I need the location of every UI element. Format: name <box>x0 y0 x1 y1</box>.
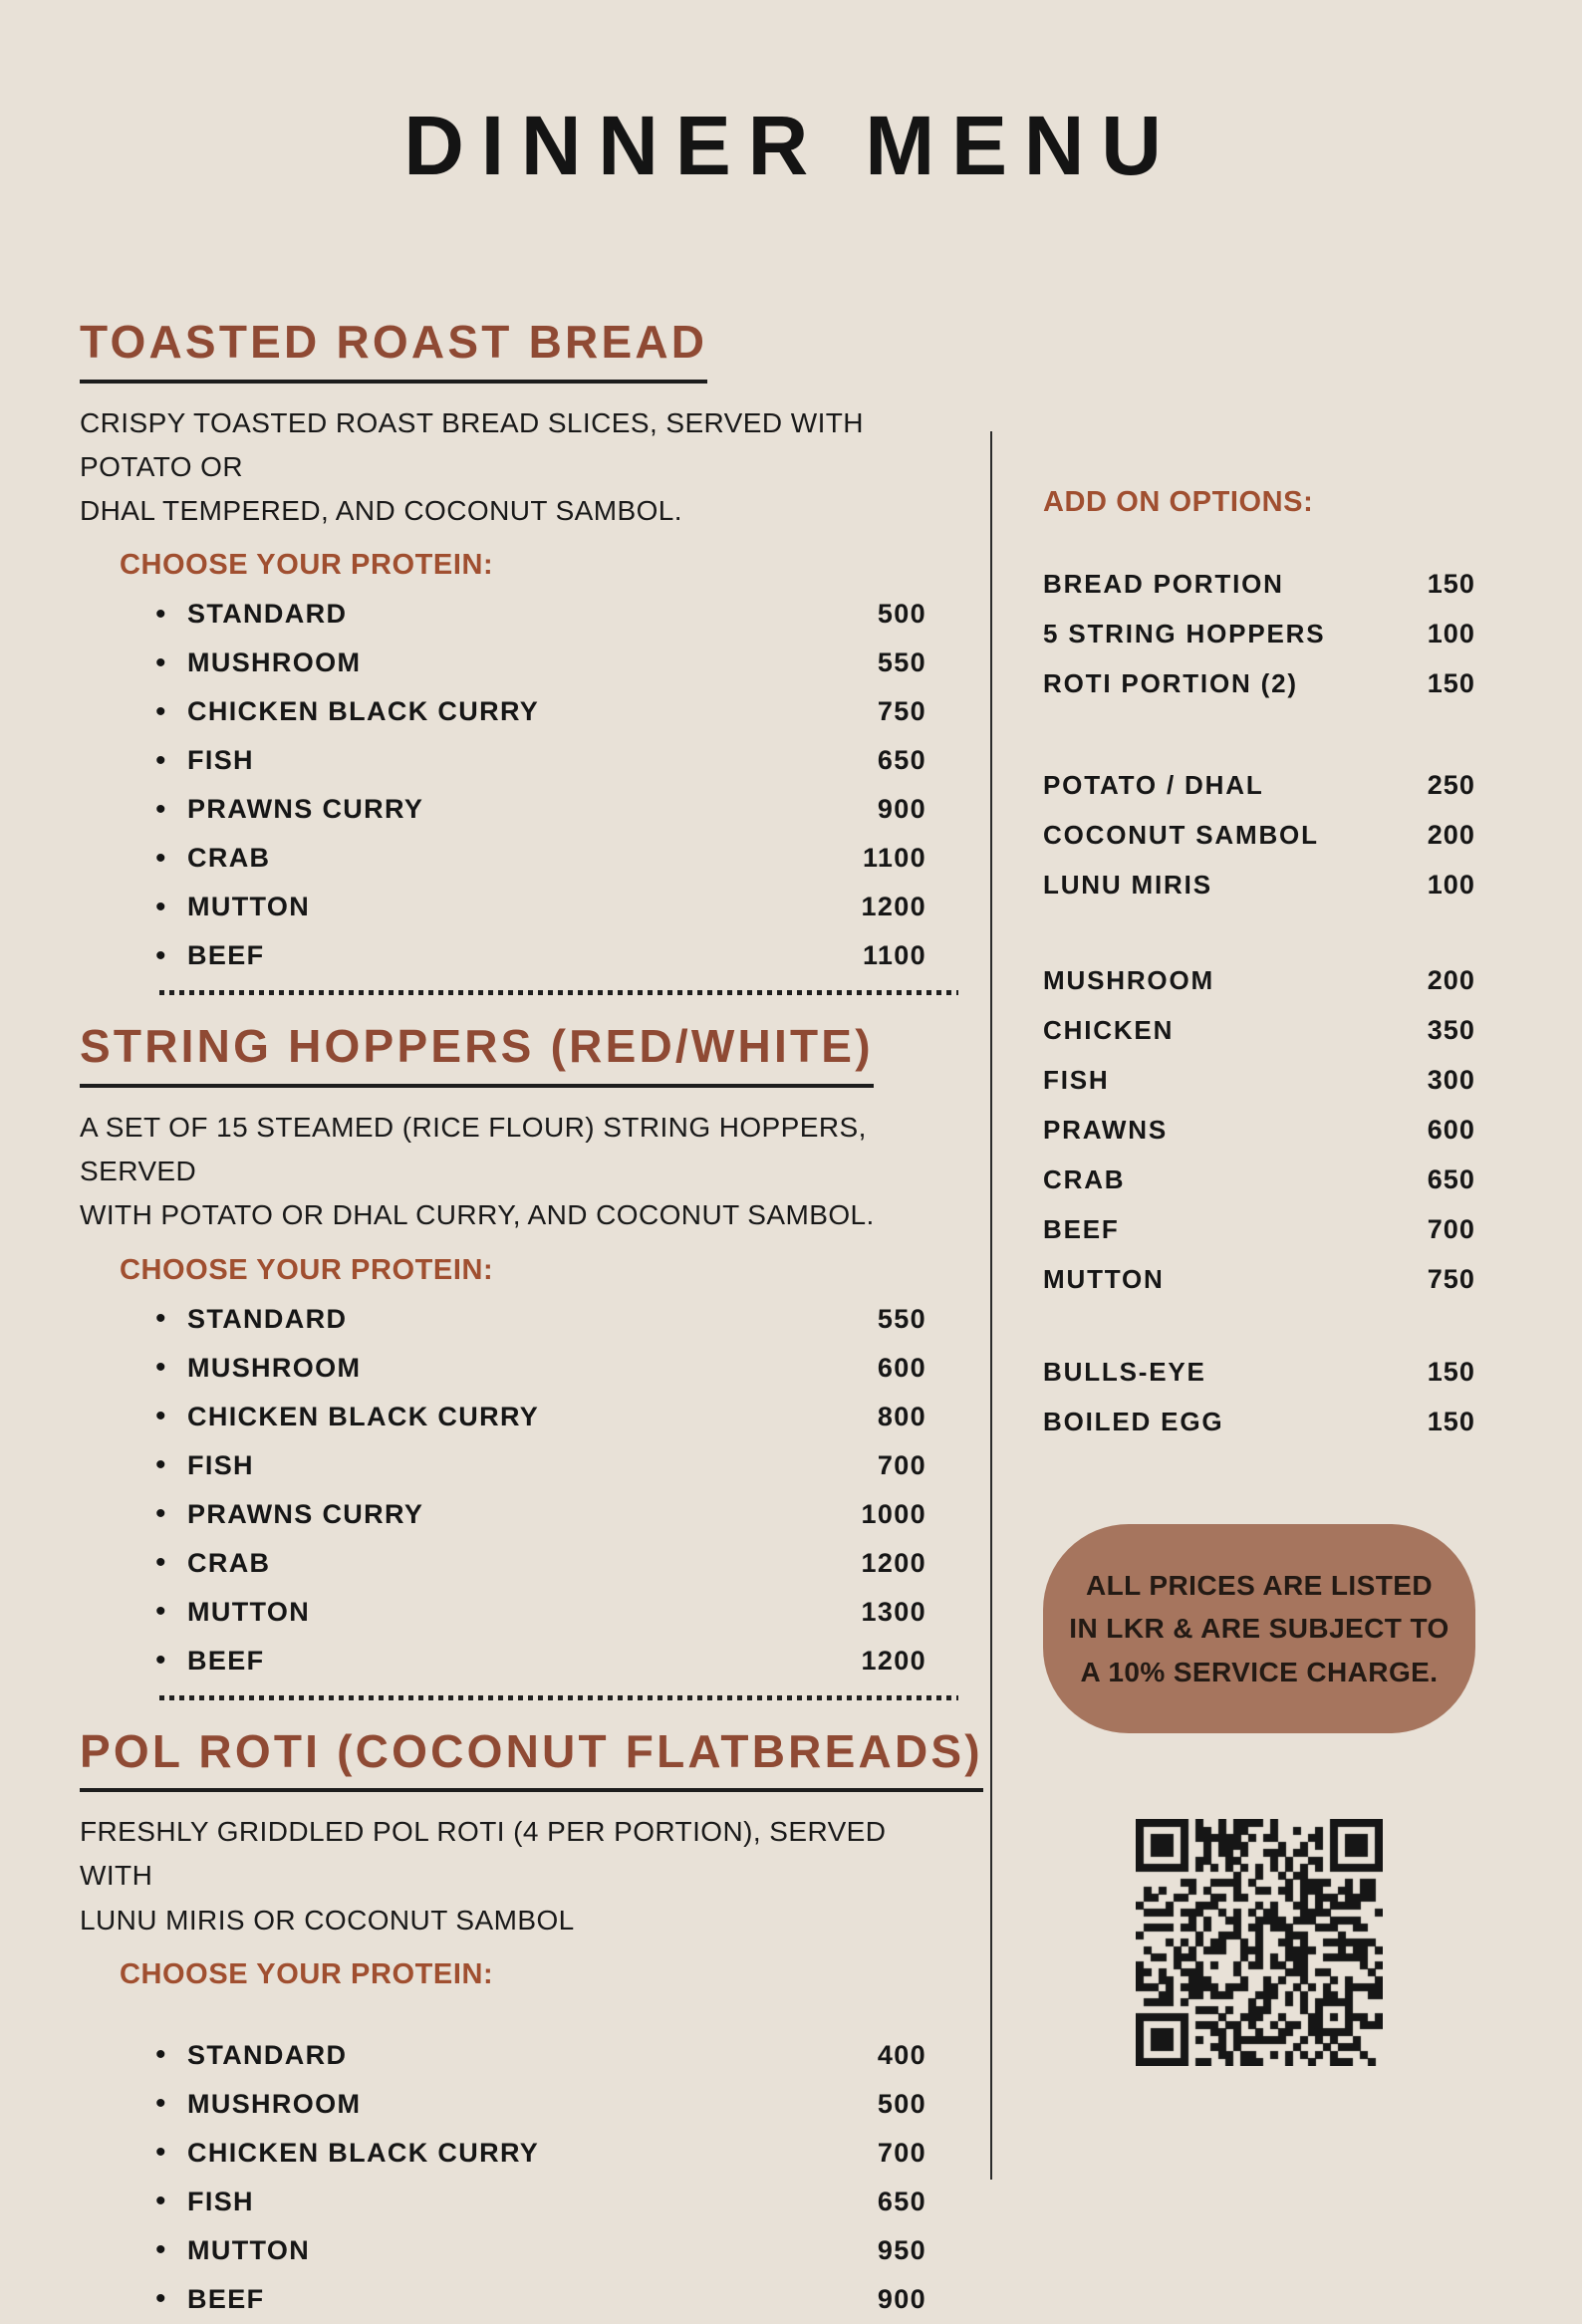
item-name: POTATO / DHAL <box>1043 769 1264 800</box>
addon-item-row <box>1043 1347 1475 1397</box>
item-price: 1100 <box>863 843 926 874</box>
description-line: CRISPY TOASTED ROAST BREAD SLICES, SERVED WITH POTATO OR <box>80 406 864 482</box>
item-price: 100 <box>1427 869 1475 900</box>
addon-item-row <box>1043 1055 1475 1105</box>
protein-list <box>80 1295 926 1685</box>
choose-protein-label: CHOOSE YOUR PROTEIN: <box>120 1253 494 1286</box>
bullet-icon: • <box>155 841 166 875</box>
section-toasted-roast-bread <box>80 317 926 995</box>
menu-item-row <box>80 2129 926 2178</box>
item-name: FISH <box>187 1449 254 1480</box>
addon-item-row <box>1043 955 1475 1005</box>
item-name: ROTI PORTION (2) <box>1043 667 1298 698</box>
addon-group-eggs <box>1043 1347 1475 1446</box>
item-price: 300 <box>1427 1064 1475 1095</box>
item-name: CHICKEN BLACK CURRY <box>187 2137 540 2168</box>
menu-item-row <box>80 1393 926 1441</box>
item-price: 750 <box>877 696 926 727</box>
bullet-icon: • <box>155 792 166 826</box>
item-price: 650 <box>877 745 926 776</box>
item-price: 200 <box>1427 819 1475 850</box>
item-name: LUNU MIRIS <box>1043 869 1212 900</box>
item-name: FISH <box>187 745 254 776</box>
description-line: A SET OF 15 STEAMED (RICE FLOUR) STRING HOPPERS, SERVED <box>80 1111 867 1187</box>
addon-item-row <box>1043 559 1475 609</box>
bullet-icon: • <box>155 1400 166 1433</box>
addon-item-row <box>1043 609 1475 658</box>
bullet-icon: • <box>155 1644 166 1678</box>
item-price: 900 <box>877 794 926 825</box>
item-name: MUTTON <box>1043 1263 1165 1294</box>
description-line: LUNU MIRIS OR COCONUT SAMBOL <box>80 1904 575 1936</box>
bullet-icon: • <box>155 597 166 631</box>
item-price: 250 <box>1427 769 1475 800</box>
addon-item-row <box>1043 1005 1475 1055</box>
item-price: 400 <box>877 2039 926 2070</box>
menu-item-row <box>80 883 926 931</box>
description-line: FRESHLY GRIDDLED POL ROTI (4 PER PORTION), SERVED WITH <box>80 1816 887 1892</box>
addon-item-row <box>1043 1155 1475 1204</box>
menu-item-row <box>80 2275 926 2324</box>
section-heading: TOASTED ROAST BREAD <box>80 317 707 384</box>
bullet-icon: • <box>155 1302 166 1336</box>
item-price: 900 <box>877 2283 926 2314</box>
item-price: 550 <box>877 1303 926 1334</box>
menu-item-row <box>80 1441 926 1490</box>
addon-item-row <box>1043 1397 1475 1446</box>
menu-item-row <box>80 1295 926 1344</box>
bullet-icon: • <box>155 2136 166 2170</box>
item-name: CHICKEN BLACK CURRY <box>187 1401 540 1431</box>
addon-item-row <box>1043 658 1475 708</box>
menu-item-row <box>80 1637 926 1685</box>
item-name: PRAWNS CURRY <box>187 794 424 825</box>
item-name: STANDARD <box>187 1303 348 1334</box>
item-name: STANDARD <box>187 599 348 630</box>
bullet-icon: • <box>155 2233 166 2267</box>
addon-item-row <box>1043 1254 1475 1304</box>
item-price: 1100 <box>863 940 926 971</box>
item-price: 1200 <box>861 1547 926 1578</box>
section-description <box>80 1106 926 1238</box>
item-name: MUTTON <box>187 1596 311 1627</box>
menu-item-row <box>80 931 926 980</box>
protein-list <box>80 2031 926 2324</box>
item-name: PRAWNS CURRY <box>187 1498 424 1529</box>
item-price: 800 <box>877 1401 926 1431</box>
section-description <box>80 401 926 534</box>
item-name: BEEF <box>187 2283 265 2314</box>
bullet-icon: • <box>155 1595 166 1629</box>
item-name: CRAB <box>187 843 271 874</box>
menu-item-row <box>80 1344 926 1393</box>
menu-item-row <box>80 1490 926 1539</box>
item-name: CRAB <box>1043 1163 1126 1194</box>
addon-group-portions <box>1043 559 1475 708</box>
addon-item-row <box>1043 860 1475 909</box>
section-string-hoppers <box>80 1021 926 1699</box>
item-name: FISH <box>1043 1064 1110 1095</box>
bullet-icon: • <box>155 743 166 777</box>
item-price: 600 <box>1427 1114 1475 1145</box>
item-price: 500 <box>877 599 926 630</box>
item-price: 650 <box>877 2186 926 2216</box>
section-divider-dotted <box>159 990 958 995</box>
note-line: ALL PRICES ARE LISTED <box>1086 1570 1433 1601</box>
item-price: 950 <box>877 2234 926 2265</box>
menu-item-row <box>80 639 926 687</box>
item-price: 1300 <box>861 1596 926 1627</box>
addon-item-row <box>1043 760 1475 810</box>
item-name: BEEF <box>1043 1213 1120 1244</box>
item-name: MUSHROOM <box>187 647 362 678</box>
page-title: DINNER MENU <box>403 99 1179 192</box>
addon-options-heading: ADD ON OPTIONS: <box>1043 486 1314 518</box>
menu-item-row <box>80 1588 926 1637</box>
section-description <box>80 1810 926 1942</box>
bullet-icon: • <box>155 1546 166 1580</box>
note-line: A 10% SERVICE CHARGE. <box>1080 1656 1439 1687</box>
item-name: BULLS-EYE <box>1043 1356 1206 1387</box>
menu-item-row <box>80 1539 926 1588</box>
item-price: 1200 <box>861 1645 926 1676</box>
item-price: 650 <box>1427 1163 1475 1194</box>
item-price: 150 <box>1427 1406 1475 1436</box>
item-price: 150 <box>1427 667 1475 698</box>
item-price: 600 <box>877 1352 926 1383</box>
addon-item-row <box>1043 1204 1475 1254</box>
menu-item-row <box>80 590 926 639</box>
addon-group-sides <box>1043 760 1475 909</box>
item-name: BEEF <box>187 940 265 971</box>
item-price: 150 <box>1427 568 1475 599</box>
menu-item-row <box>80 834 926 883</box>
item-price: 550 <box>877 647 926 678</box>
bullet-icon: • <box>155 2282 166 2316</box>
note-line: IN LKR & ARE SUBJECT TO <box>1069 1613 1450 1645</box>
bullet-icon: • <box>155 2038 166 2072</box>
description-line: DHAL TEMPERED, AND COCONUT SAMBOL. <box>80 495 682 527</box>
item-name: CHICKEN <box>1043 1014 1175 1045</box>
bullet-icon: • <box>155 694 166 728</box>
section-heading: POL ROTI (COCONUT FLATBREADS) <box>80 1726 983 1793</box>
bullet-icon: • <box>155 1448 166 1482</box>
item-name: STANDARD <box>187 2039 348 2070</box>
section-heading: STRING HOPPERS (RED/WHITE) <box>80 1021 874 1088</box>
item-name: BEEF <box>187 1645 265 1676</box>
addon-group-proteins <box>1043 955 1475 1304</box>
item-price: 1000 <box>861 1498 926 1529</box>
section-pol-roti <box>80 1724 983 2324</box>
item-name: MUSHROOM <box>187 1352 362 1383</box>
vertical-divider <box>990 431 992 2180</box>
item-price: 350 <box>1427 1014 1475 1045</box>
menu-item-row <box>80 2080 926 2129</box>
item-name: MUTTON <box>187 2234 311 2265</box>
qr-code-container <box>1043 1819 1475 2066</box>
menu-item-row <box>80 2226 926 2275</box>
menu-item-row <box>80 2178 926 2226</box>
item-name: BREAD PORTION <box>1043 568 1284 599</box>
bullet-icon: • <box>155 2087 166 2121</box>
section-divider-dotted <box>159 1695 958 1700</box>
item-price: 750 <box>1427 1263 1475 1294</box>
item-name: MUTTON <box>187 892 311 922</box>
item-name: CHICKEN BLACK CURRY <box>187 696 540 727</box>
item-name: CRAB <box>187 1547 271 1578</box>
item-name: MUSHROOM <box>1043 964 1214 995</box>
item-name: 5 STRING HOPPERS <box>1043 618 1326 648</box>
item-name: PRAWNS <box>1043 1114 1169 1145</box>
bullet-icon: • <box>155 1351 166 1385</box>
bullet-icon: • <box>155 646 166 679</box>
menu-item-row <box>80 785 926 834</box>
protein-list <box>80 590 926 980</box>
bullet-icon: • <box>155 2185 166 2218</box>
bullet-icon: • <box>155 938 166 972</box>
choose-protein-label: CHOOSE YOUR PROTEIN: <box>120 549 494 582</box>
menu-item-row <box>80 2031 926 2080</box>
item-price: 1200 <box>861 892 926 922</box>
choose-protein-label: CHOOSE YOUR PROTEIN: <box>120 1957 494 1990</box>
item-price: 150 <box>1427 1356 1475 1387</box>
qr-code <box>1136 1819 1383 2066</box>
description-line: WITH POTATO OR DHAL CURRY, AND COCONUT SAMBOL. <box>80 1199 875 1231</box>
item-price: 700 <box>877 1449 926 1480</box>
addon-item-row <box>1043 810 1475 860</box>
item-price: 100 <box>1427 618 1475 648</box>
item-name: BOILED EGG <box>1043 1406 1224 1436</box>
item-price: 200 <box>1427 964 1475 995</box>
item-name: COCONUT SAMBOL <box>1043 819 1319 850</box>
bullet-icon: • <box>155 1497 166 1531</box>
item-name: MUSHROOM <box>187 2088 362 2119</box>
item-price: 700 <box>877 2137 926 2168</box>
item-price: 500 <box>877 2088 926 2119</box>
menu-item-row <box>80 687 926 736</box>
bullet-icon: • <box>155 890 166 923</box>
addon-item-row <box>1043 1105 1475 1155</box>
menu-item-row <box>80 736 926 785</box>
price-note-box <box>1043 1524 1475 1733</box>
item-price: 700 <box>1427 1213 1475 1244</box>
item-name: FISH <box>187 2186 254 2216</box>
menu-left-column <box>80 316 983 2324</box>
menu-right-column <box>1043 486 1475 2066</box>
